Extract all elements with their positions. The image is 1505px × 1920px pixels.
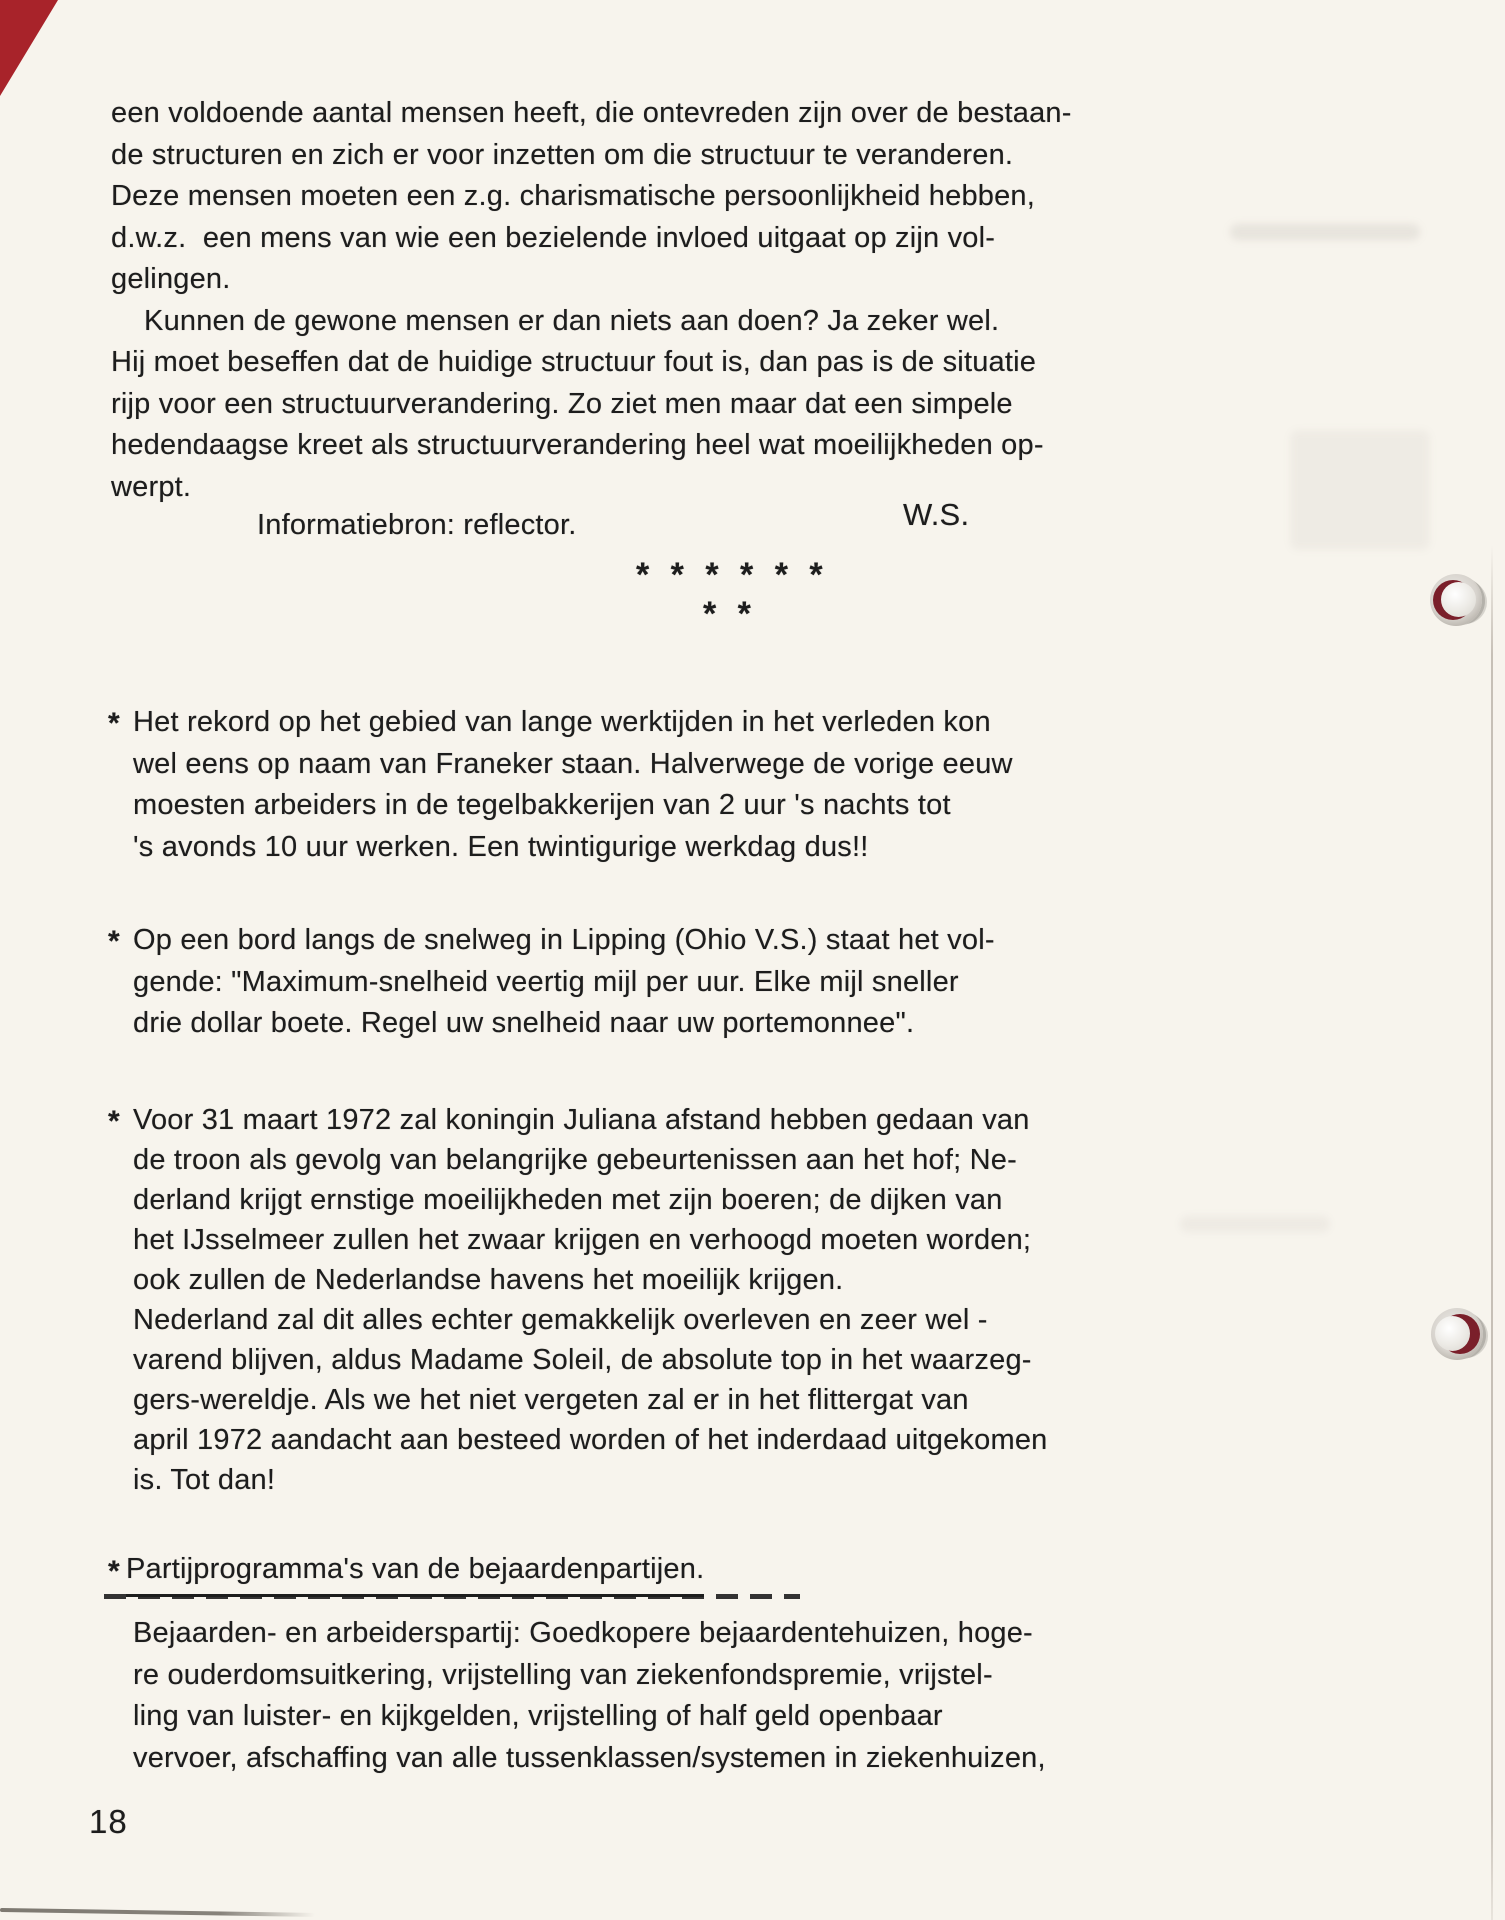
text-line: gers-wereldje. Als we het niet vergeten zal er in het flittergat van xyxy=(133,1384,969,1416)
ghost-smudge xyxy=(1230,224,1420,240)
text-line: re ouderdomsuitkering, vrijstelling van ziekenfondspremie, vrijstel- xyxy=(133,1658,993,1691)
asterisk-separator-row1: * * * * * * xyxy=(636,556,824,594)
ghost-smudge xyxy=(1180,1216,1330,1232)
text-line: Hij moet beseffen dat de huidige structuur fout is, dan pas is de situatie xyxy=(111,346,1037,378)
text-line: gende: "Maximum-snelheid veertig mijl per uur. Elke mijl sneller xyxy=(133,965,959,998)
binder-stud-pearl xyxy=(1435,1316,1470,1351)
section-heading-partijprogrammas xyxy=(108,1549,705,1597)
text-line: april 1972 aandacht aan besteed worden of het inderdaad uitgekomen xyxy=(133,1424,1048,1456)
red-corner-mark xyxy=(0,0,58,96)
news-item-record-werktijden xyxy=(108,702,1013,868)
item-text xyxy=(133,702,1013,868)
text-line: Nederland zal dit alles echter gemakkelijk overleven en zeer wel - xyxy=(133,1304,988,1336)
page-edge-line xyxy=(1491,545,1493,1920)
text-line: derland krijgt ernstige moeilijkheden met zijn boeren; de dijken van xyxy=(133,1184,1003,1216)
text-line: werpt. xyxy=(111,470,192,503)
text-line: de troon als gevolg van belangrijke gebeurtenissen aan het hof; Ne- xyxy=(133,1144,1017,1176)
text-line: het IJsselmeer zullen het zwaar krijgen en verhoogd moeten worden; xyxy=(133,1224,1032,1256)
asterisk-separator-row2: * * xyxy=(703,595,752,633)
text-line: Deze mensen moeten een z.g. charismatische persoonlijkheid hebben, xyxy=(111,180,1036,212)
text-line: Bejaarden- en arbeiderspartij: Goedkopere bejaardentehuizen, hoge- xyxy=(133,1617,1033,1649)
heading-text: Partijprogramma's van de bejaardenpartijen. xyxy=(126,1549,704,1597)
binder-stud-top xyxy=(1430,574,1482,626)
text-line: ook zullen de Nederlandse havens het moeilijk krijgen. xyxy=(133,1264,844,1296)
text-line: 's avonds 10 uur werken. Een twintigurige werkdag dus!! xyxy=(133,830,869,863)
bullet-asterisk: * xyxy=(108,1555,120,1588)
scan-shadow-bottom-left xyxy=(0,1908,315,1917)
text-line: een voldoende aantal mensen heeft, die ontevreden zijn over de bestaan- xyxy=(111,97,1072,129)
text-line: hedendaagse kreet als structuurverandering heel wat moeilijkheden op- xyxy=(111,429,1044,461)
text-line: varend blijven, aldus Madame Soleil, de absolute top in het waarzeg- xyxy=(133,1344,1032,1376)
bullet-asterisk: * xyxy=(108,1105,120,1138)
text-line: gelingen. xyxy=(111,263,231,295)
page-number: 18 xyxy=(89,1803,128,1840)
dashed-underline xyxy=(104,1594,800,1599)
text-line: de structuren en zich er voor inzetten om die structuur te veranderen. xyxy=(111,138,1014,171)
source-attribution: Informatiebron: reflector. xyxy=(257,509,577,541)
text-line: ling van luister- en kijkgelden, vrijstelling of half geld openbaar xyxy=(133,1700,943,1732)
text-line: rijp voor een structuurverandering. Zo ziet men maar dat een simpele xyxy=(111,387,1013,420)
ghost-smudge xyxy=(1290,430,1430,550)
text-line: Kunnen de gewone mensen er dan niets aan doen? Ja zeker wel. xyxy=(111,304,1000,337)
binder-stud-pearl xyxy=(1441,582,1476,617)
bullet-asterisk: * xyxy=(108,925,120,958)
text-line: d.w.z. een mens van wie een bezielende invloed uitgaat op zijn vol- xyxy=(111,221,996,254)
text-line: is. Tot dan! xyxy=(133,1464,276,1496)
item-text xyxy=(133,1100,1047,1500)
intro-paragraph xyxy=(111,93,1072,508)
text-line: Op een bord langs de snelweg in Lipping (Ohio V.S.) staat het vol- xyxy=(133,924,995,956)
text-line: vervoer, afschaffing van alle tussenklassen/systemen in ziekenhuizen, xyxy=(133,1741,1046,1774)
text-line: Voor 31 maart 1972 zal koningin Juliana afstand hebben gedaan van xyxy=(133,1104,1030,1136)
party-program-paragraph xyxy=(133,1613,1046,1779)
text-line: drie dollar boete. Regel uw snelheid naar uw portemonnee". xyxy=(133,1007,915,1039)
text-line: Het rekord op het gebied van lange werktijden in het verleden kon xyxy=(133,706,991,738)
text-line: moesten arbeiders in de tegelbakkerijen van 2 uur 's nachts tot xyxy=(133,789,951,821)
text-line: wel eens op naam van Franeker staan. Halverwege de vorige eeuw xyxy=(133,747,1013,780)
bullet-asterisk: * xyxy=(108,707,120,740)
item-text xyxy=(133,920,995,1045)
news-item-snelweg-bord xyxy=(108,920,995,1045)
news-item-madame-soleil xyxy=(108,1100,1048,1500)
binder-stud-bottom xyxy=(1431,1308,1483,1360)
author-initials: W.S. xyxy=(903,497,970,532)
